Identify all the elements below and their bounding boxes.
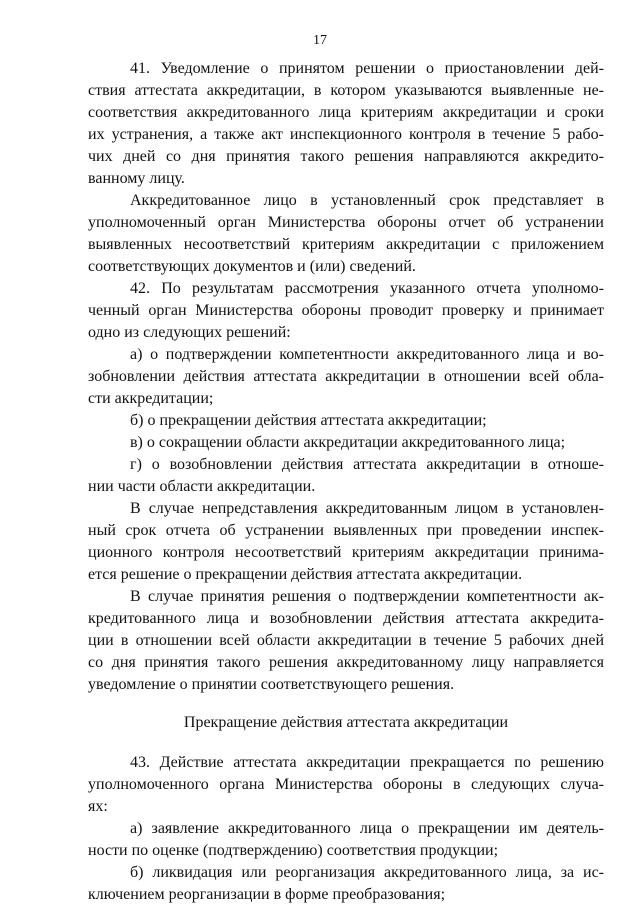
text-line: нии части области аккредитации. bbox=[88, 478, 316, 495]
text-line: Аккредитованное лицо в установленный срок представляет в bbox=[130, 192, 604, 209]
text-line: уполномоченного органа Министерства обороны в следующих случа- bbox=[88, 776, 604, 793]
text-line: ный срок отчета об устранении выявленных при проведении инспек- bbox=[88, 522, 604, 539]
section-heading: Прекращение действия аттестата аккредитации bbox=[183, 714, 509, 731]
page-number: 17 bbox=[313, 33, 327, 48]
text-line: б) ликвидация или реорганизация аккредитованного лица, за ис- bbox=[130, 864, 604, 881]
text-line: ется решение о прекращении действия аттестата аккредитации. bbox=[88, 566, 523, 583]
text-line: ционного контроля несоответствий критериям аккредитации принима- bbox=[88, 544, 604, 561]
text-line: а) заявление аккредитованного лица о прекращении им деятель- bbox=[130, 820, 604, 837]
text-line: соответствия аккредитованного лица критериям аккредитации и сроки bbox=[88, 104, 604, 121]
text-line: 41. Уведомление о принятом решении о приостановлении дей- bbox=[130, 60, 604, 77]
text-line: кредитованного лица и возобновлении действия аттестата аккредита- bbox=[88, 610, 604, 627]
text-line: в) о сокращении области аккредитации аккредитованного лица; bbox=[130, 434, 566, 451]
document-body bbox=[88, 58, 604, 906]
text-line: В случае принятия решения о подтверждении компетентности ак- bbox=[130, 588, 604, 605]
text-line: их устранения, а также акт инспекционного контроля в течение 5 рабо- bbox=[88, 126, 604, 143]
paragraphs-after-heading bbox=[88, 752, 604, 906]
text-line: одно из следующих решений: bbox=[88, 324, 291, 341]
text-line: сти аккредитации; bbox=[88, 390, 214, 407]
text-line: б) о прекращении действия аттестата аккредитации; bbox=[130, 412, 487, 429]
text-line: со дня принятия такого решения аккредитованному лицу направляется bbox=[88, 654, 604, 671]
paragraphs-before-heading bbox=[88, 58, 604, 696]
text-line: соответствующих документов и (или) сведений. bbox=[88, 258, 416, 275]
text-line: ции в отношении всей области аккредитации в течение 5 рабочих дней bbox=[88, 632, 604, 649]
text-line: ченный орган Министерства обороны проводит проверку и принимает bbox=[88, 302, 604, 319]
text-line: ключением реорганизации в форме преобразования; bbox=[88, 886, 446, 903]
text-line: г) о возобновлении действия аттестата аккредитации в отноше- bbox=[130, 456, 604, 473]
text-line: уполномоченный орган Министерства обороны отчет об устранении bbox=[88, 214, 604, 231]
text-line: ванному лицу. bbox=[88, 170, 185, 187]
text-line: ствия аттестата аккредитации, в котором указываются выявленные не- bbox=[88, 82, 604, 99]
text-line: зобновлении действия аттестата аккредитации в отношении всей обла- bbox=[88, 368, 604, 385]
text-line: В случае непредставления аккредитованным лицом в установлен- bbox=[130, 500, 604, 517]
text-line: ности по оценке (подтверждению) соответствия продукции; bbox=[88, 842, 499, 859]
text-line: выявленных несоответствий критериям аккредитации с приложением bbox=[88, 236, 604, 253]
text-line: 42. По результатам рассмотрения указанного отчета уполномо- bbox=[130, 280, 604, 297]
text-line: ях: bbox=[88, 798, 108, 815]
text-line: чих дней со дня принятия такого решения направляются аккредито- bbox=[88, 148, 604, 165]
text-line: а) о подтверждении компетентности аккредитованного лица и во- bbox=[130, 346, 604, 363]
text-line: 43. Действие аттестата аккредитации прекращается по решению bbox=[130, 754, 604, 771]
text-line: уведомление о принятии соответствующего решения. bbox=[88, 676, 455, 693]
